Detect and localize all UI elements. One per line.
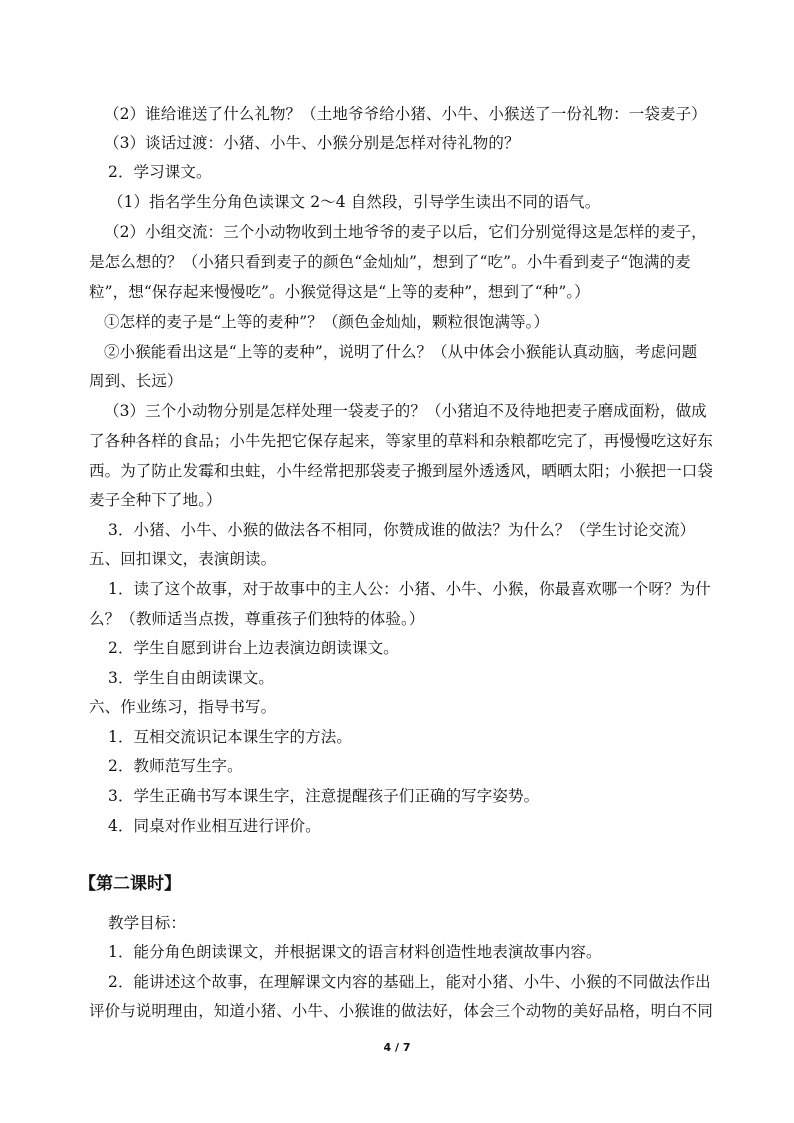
- text-line: 3．小猪、小牛、小猴的做法各不相同，你赞成谁的做法？为什么？（学生讨论交流）: [108, 521, 696, 539]
- text-line: （2）小组交流：三个小动物收到土地爷爷的麦子以后，它们分别觉得这是怎样的麦子，: [104, 223, 707, 241]
- lesson-heading: 【第二课时】: [79, 874, 181, 894]
- text-line: ②小猴能看出这是“上等的麦种”，说明了什么？（从中体会小猴能认真动脑，考虑问题: [104, 343, 698, 361]
- text-line: 是怎么想的？（小猪只看到麦子的颜色“金灿灿”，想到了“吃”。小牛看到麦子“饱满的麦: [89, 253, 691, 271]
- text-line: ①怎样的麦子是“上等的麦种”？（颜色金灿灿，颗粒很饱满等。）: [104, 313, 550, 331]
- text-line: 周到、长远）: [89, 372, 183, 390]
- text-line: 麦子全种下了地。）: [89, 491, 222, 509]
- text-line: 么？（教师适当点拨，尊重孩子们独特的体验。）: [89, 610, 425, 628]
- text-line: 3．学生正确书写本课生字，注意提醒孩子们正确的写字姿势。: [108, 787, 540, 805]
- text-line: 评价与说明理由，知道小猪、小牛、小猴谁的做法好，体会三个动物的美好品格，明白不同: [89, 1002, 714, 1020]
- text-line: 1．能分角色朗读课文，并根据课文的语言材料创造性地表演故事内容。: [108, 943, 602, 961]
- text-line: 1．读了这个故事，对于故事中的主人公：小猪、小牛、小猴，你最喜欢哪一个呀？为什: [108, 580, 711, 598]
- text-line: 西。为了防止发霉和虫蛀，小牛经常把那袋麦子搬到屋外透透风，晒晒太阳；小猴把一口袋: [89, 462, 714, 480]
- text-line: 2．能讲述这个故事，在理解课文内容的基础上，能对小猪、小牛、小猴的不同做法作出: [108, 973, 711, 991]
- text-line: 2．学习课文。: [108, 163, 212, 181]
- text-line: 3．学生自由朗读课文。: [108, 669, 274, 687]
- text-line: （3）三个小动物分别是怎样处理一袋麦子的？（小猪迫不及待地把麦子磨成面粉，做成: [104, 402, 707, 420]
- section-heading: 五、回扣课文，表演朗读。: [89, 550, 277, 568]
- text-line: 4．同桌对作业相互进行评价。: [108, 817, 321, 835]
- text-line: 2．教师范写生字。: [108, 757, 243, 775]
- section-heading: 六、作业练习，指导书写。: [89, 698, 277, 716]
- text-line: 粒”，想“保存起来慢慢吃”。小猴觉得这是“上等的麦种”，想到了“种”。）: [89, 283, 590, 301]
- text-line: 1．互相交流识记本课生字的方法。: [108, 728, 352, 746]
- text-line: （2）谁给谁送了什么礼物？（土地爷爷给小猪、小牛、小猴送了一份礼物：一袋麦子）: [104, 105, 707, 123]
- page-number: 4 / 7: [383, 1041, 411, 1054]
- text-line: 教学目标：: [108, 914, 187, 932]
- text-line: 2．学生自愿到讲台上边表演边朗读课文。: [108, 639, 399, 657]
- text-line: 了各种各样的食品；小牛先把它保存起来，等家里的草料和杂粮都吃完了，再慢慢吃这好东: [89, 432, 714, 450]
- text-line: （3）谈话过渡：小猪、小牛、小猴分别是怎样对待礼物的？: [104, 134, 520, 152]
- text-line: （1）指名学生分角色读课文 2～4 自然段，引导学生读出不同的语气。: [108, 193, 601, 211]
